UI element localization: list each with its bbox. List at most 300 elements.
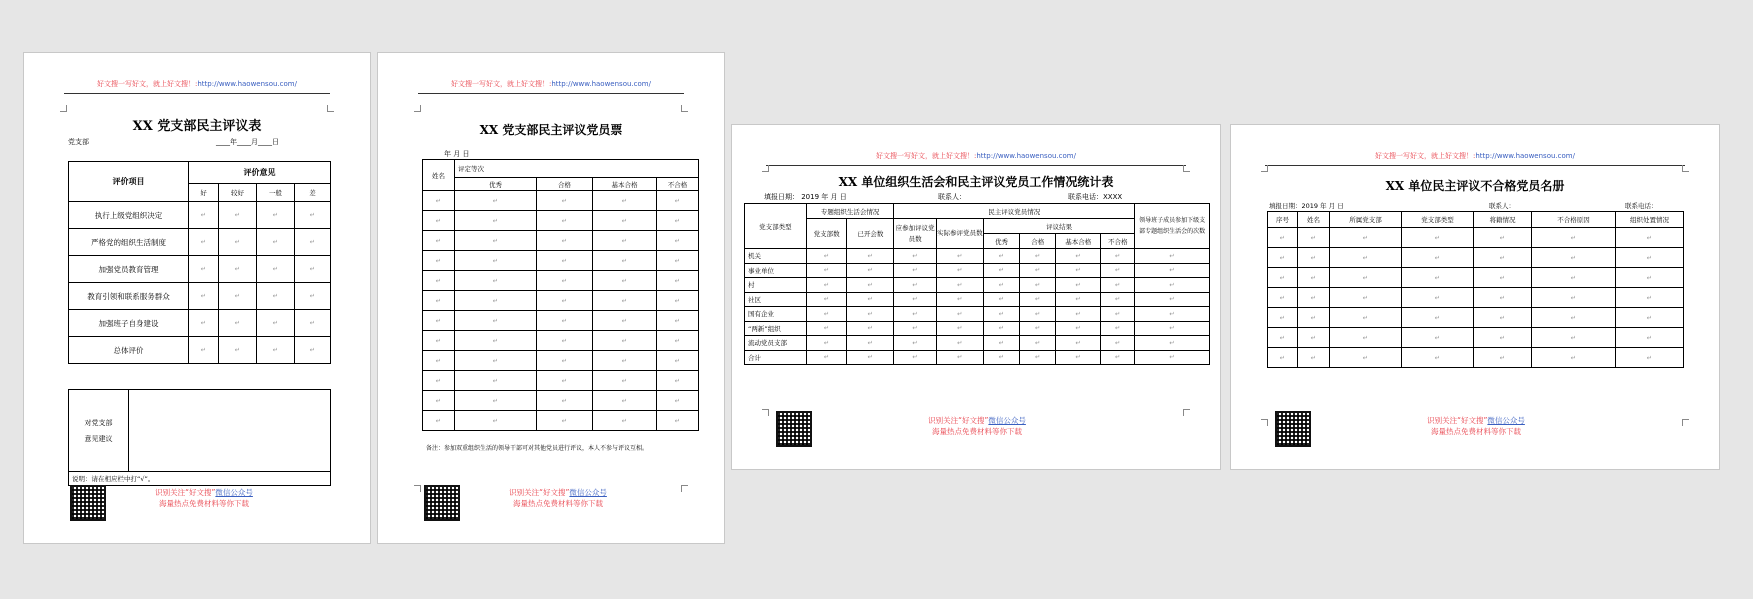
stat-cell[interactable]: ↵ [894, 249, 937, 264]
ballot-cell[interactable]: ↵ [593, 251, 657, 271]
roster-cell[interactable]: ↵ [1474, 348, 1532, 368]
margin-corner [1183, 165, 1190, 172]
stat-cell[interactable]: ↵ [1101, 249, 1135, 264]
ballot-cell[interactable]: ↵ [593, 351, 657, 371]
qr-code-image [70, 485, 106, 521]
header-url[interactable]: http://www.haowensou.com/ [976, 152, 1076, 160]
stat-cell[interactable]: ↵ [847, 321, 894, 336]
table-row [423, 331, 699, 351]
table-row [69, 256, 331, 283]
roster-cell[interactable]: ↵ [1616, 348, 1684, 368]
table-row [423, 251, 699, 271]
grade-cell[interactable]: ↵ [295, 337, 331, 364]
ballot-cell[interactable]: ↵ [593, 271, 657, 291]
stat-cell[interactable]: ↵ [1020, 292, 1056, 307]
ballot-cell[interactable]: ↵ [593, 291, 657, 311]
roster-cell[interactable]: ↵ [1402, 348, 1474, 368]
contact-label: 联系人： [1489, 202, 1515, 210]
roster-cell[interactable]: ↵ [1532, 288, 1616, 308]
ballot-cell[interactable]: ↵ [657, 251, 699, 271]
roster-cell[interactable]: ↵ [1532, 308, 1616, 328]
stat-cell[interactable]: ↵ [936, 278, 983, 293]
qr-code-image [776, 411, 812, 447]
header-slogan: 一写好文，就上好文搜！: [1396, 152, 1476, 160]
ballot-cell[interactable]: ↵ [537, 251, 593, 271]
roster-cell[interactable]: ↵ [1330, 268, 1402, 288]
ballot-cell[interactable]: ↵ [423, 351, 455, 371]
stat-cell[interactable]: ↵ [1135, 292, 1210, 307]
ballot-cell[interactable]: ↵ [537, 191, 593, 211]
stat-cell[interactable]: ↵ [1135, 278, 1210, 293]
ballot-cell[interactable]: ↵ [593, 231, 657, 251]
grade-cell[interactable]: ↵ [219, 310, 257, 337]
margin-corner [327, 105, 334, 112]
header-slogan: 一写好文，就上好文搜！: [472, 80, 552, 88]
roster-cell[interactable]: ↵ [1616, 268, 1684, 288]
grade-cell[interactable]: ↵ [189, 283, 219, 310]
ballot-cell[interactable]: ↵ [657, 331, 699, 351]
stat-cell[interactable]: ↵ [936, 263, 983, 278]
ballot-cell[interactable]: ↵ [657, 231, 699, 251]
table-note: 说明：请在相应栏中打“√”。 [69, 472, 331, 486]
grade-cell[interactable]: ↵ [219, 202, 257, 229]
roster-cell[interactable]: ↵ [1330, 288, 1402, 308]
grade-header: 基本合格 [593, 178, 657, 191]
stat-cell[interactable]: ↵ [983, 307, 1019, 322]
ballot-cell[interactable]: ↵ [537, 211, 593, 231]
grade-cell[interactable]: ↵ [257, 283, 295, 310]
stat-cell[interactable]: ↵ [1135, 350, 1210, 365]
header-slogan: 一写好文，就上好文搜！: [118, 80, 198, 88]
roster-cell[interactable]: ↵ [1532, 348, 1616, 368]
stat-cell[interactable]: ↵ [894, 350, 937, 365]
opinion-label-line1: 对党支部 [84, 418, 113, 427]
stat-cell[interactable]: ↵ [983, 292, 1019, 307]
grade-cell[interactable]: ↵ [257, 337, 295, 364]
ballot-cell[interactable]: ↵ [455, 191, 537, 211]
contact-label: 联系人： [938, 193, 966, 201]
roster-cell[interactable]: ↵ [1532, 228, 1616, 248]
roster-table [1267, 211, 1684, 368]
table-row [69, 229, 331, 256]
col-header: 序号 [1268, 212, 1298, 228]
stat-cell[interactable]: ↵ [1056, 249, 1101, 264]
ballot-cell[interactable]: ↵ [657, 271, 699, 291]
stat-cell[interactable]: ↵ [1020, 307, 1056, 322]
roster-cell[interactable]: ↵ [1616, 308, 1684, 328]
grade-cell[interactable]: ↵ [189, 337, 219, 364]
ballot-note: 备注：参加双重组织生活的领导干部可对其他党员进行评议，本人不参与评议互相。 [426, 445, 649, 452]
ballot-cell[interactable]: ↵ [593, 211, 657, 231]
row-label: 社区 [745, 292, 807, 307]
roster-cell[interactable]: ↵ [1268, 268, 1298, 288]
stat-cell[interactable]: ↵ [847, 278, 894, 293]
roster-cell[interactable]: ↵ [1298, 268, 1330, 288]
grade-cell[interactable]: ↵ [257, 310, 295, 337]
ballot-cell[interactable]: ↵ [537, 311, 593, 331]
grade-cell[interactable]: ↵ [219, 256, 257, 283]
stat-cell[interactable]: ↵ [1135, 321, 1210, 336]
grade-cell[interactable]: ↵ [257, 202, 295, 229]
stat-cell[interactable]: ↵ [1101, 350, 1135, 365]
stat-cell[interactable]: ↵ [983, 249, 1019, 264]
roster-cell[interactable]: ↵ [1298, 328, 1330, 348]
col-header: 党支部类型 [1402, 212, 1474, 228]
roster-cell[interactable]: ↵ [1474, 268, 1532, 288]
roster-cell[interactable]: ↵ [1268, 288, 1298, 308]
page-title: XX 党支部民主评议党员票 [479, 123, 623, 137]
margin-corner [60, 105, 67, 112]
roster-cell[interactable]: ↵ [1268, 308, 1298, 328]
grade-cell[interactable]: ↵ [189, 229, 219, 256]
stat-cell[interactable]: ↵ [1020, 321, 1056, 336]
ballot-cell[interactable]: ↵ [423, 231, 455, 251]
col-header-review: 民主评议党员情况 [894, 204, 1135, 219]
ballot-cell[interactable]: ↵ [423, 311, 455, 331]
roster-cell[interactable]: ↵ [1268, 248, 1298, 268]
margin-corner [1261, 165, 1268, 172]
ballot-cell[interactable]: ↵ [455, 211, 537, 231]
roster-cell[interactable]: ↵ [1474, 228, 1532, 248]
stat-cell[interactable]: ↵ [1020, 350, 1056, 365]
footer-text [124, 487, 284, 509]
roster-cell[interactable]: ↵ [1268, 348, 1298, 368]
ballot-cell[interactable]: ↵ [455, 331, 537, 351]
stat-cell[interactable]: ↵ [847, 336, 894, 351]
stat-cell[interactable]: ↵ [1056, 278, 1101, 293]
document-page-3 [731, 124, 1221, 470]
stat-cell[interactable]: ↵ [1135, 249, 1210, 264]
ballot-cell[interactable]: ↵ [657, 291, 699, 311]
roster-cell[interactable]: ↵ [1402, 308, 1474, 328]
footer-wechat-link[interactable]: 微信公众号 [215, 488, 253, 497]
margin-corner [762, 165, 769, 172]
ballot-cell[interactable]: ↵ [423, 331, 455, 351]
qr-code-image [424, 485, 460, 521]
grade-cell[interactable]: ↵ [189, 202, 219, 229]
ballot-cell[interactable]: ↵ [455, 271, 537, 291]
col-header-leader: 领导班子成员参加下级支部专题组织生活会的次数 [1135, 204, 1210, 249]
table-row [423, 211, 699, 231]
header-url[interactable]: http://www.haowensou.com/ [551, 80, 651, 88]
stat-cell[interactable]: ↵ [847, 350, 894, 365]
stat-cell[interactable]: ↵ [983, 350, 1019, 365]
row-label: 机关 [745, 249, 807, 264]
stat-cell[interactable]: ↵ [806, 278, 847, 293]
roster-cell[interactable]: ↵ [1474, 288, 1532, 308]
row-label: “两新”组织 [745, 321, 807, 336]
stat-cell[interactable]: ↵ [1020, 278, 1056, 293]
col-header-item: 评价项目 [69, 162, 189, 202]
grade-header: 较好 [219, 184, 257, 202]
stat-cell[interactable]: ↵ [806, 350, 847, 365]
ballot-cell[interactable]: ↵ [657, 391, 699, 411]
margin-corner [1261, 419, 1268, 426]
ballot-cell[interactable]: ↵ [593, 191, 657, 211]
row-label: 合计 [745, 350, 807, 365]
grade-cell[interactable]: ↵ [295, 310, 331, 337]
roster-cell[interactable]: ↵ [1532, 328, 1616, 348]
stat-cell[interactable]: ↵ [1101, 336, 1135, 351]
stat-cell[interactable]: ↵ [983, 321, 1019, 336]
roster-cell[interactable]: ↵ [1298, 248, 1330, 268]
stat-cell[interactable]: ↵ [1101, 263, 1135, 278]
footer-line2: 海量热点免费材料等你下载 [932, 427, 1022, 436]
roster-cell[interactable]: ↵ [1402, 248, 1474, 268]
stat-cell[interactable]: ↵ [936, 292, 983, 307]
ballot-cell[interactable]: ↵ [657, 411, 699, 431]
ballot-cell[interactable]: ↵ [455, 231, 537, 251]
roster-cell[interactable]: ↵ [1330, 348, 1402, 368]
header-brand: 好文搜 [1375, 152, 1397, 160]
grade-cell[interactable]: ↵ [189, 310, 219, 337]
ballot-cell[interactable]: ↵ [593, 411, 657, 431]
ballot-cell[interactable]: ↵ [455, 311, 537, 331]
table-row [745, 336, 1210, 351]
grade-cell[interactable]: ↵ [295, 256, 331, 283]
opinion-input-cell[interactable] [129, 390, 331, 472]
ballot-cell[interactable]: ↵ [537, 411, 593, 431]
margin-corner [1682, 419, 1689, 426]
page-header [24, 79, 370, 89]
grade-header: 一般 [257, 184, 295, 202]
table-row [423, 411, 699, 431]
roster-cell[interactable]: ↵ [1330, 248, 1402, 268]
ballot-cell[interactable]: ↵ [423, 411, 455, 431]
ballot-cell[interactable]: ↵ [537, 291, 593, 311]
col-header: 不合格原因 [1532, 212, 1616, 228]
header-brand: 好文搜 [97, 80, 119, 88]
grade-cell[interactable]: ↵ [219, 283, 257, 310]
stat-cell[interactable]: ↵ [1101, 307, 1135, 322]
roster-cell[interactable]: ↵ [1616, 228, 1684, 248]
evaluation-item: 加强班子自身建设 [69, 310, 189, 337]
header-url[interactable]: http://www.haowensou.com/ [197, 80, 297, 88]
fill-date: 填报日期：2019 年 月 日 [1269, 202, 1344, 210]
margin-corner [1682, 165, 1689, 172]
grade-cell[interactable]: ↵ [189, 256, 219, 283]
stat-cell[interactable]: ↵ [936, 321, 983, 336]
table-row [1268, 228, 1684, 248]
qr-code-image [1275, 411, 1311, 447]
ballot-cell[interactable]: ↵ [593, 391, 657, 411]
page-title: XX 单位民主评议不合格党员名册 [1385, 179, 1565, 193]
stat-cell[interactable]: ↵ [1101, 321, 1135, 336]
ballot-cell[interactable]: ↵ [537, 231, 593, 251]
stat-cell[interactable]: ↵ [936, 350, 983, 365]
roster-cell[interactable]: ↵ [1616, 248, 1684, 268]
stat-cell[interactable]: ↵ [1020, 336, 1056, 351]
ballot-cell[interactable]: ↵ [455, 251, 537, 271]
stat-cell[interactable]: ↵ [847, 307, 894, 322]
roster-cell[interactable]: ↵ [1616, 328, 1684, 348]
roster-cell[interactable]: ↵ [1474, 248, 1532, 268]
ballot-cell[interactable]: ↵ [537, 271, 593, 291]
roster-cell[interactable]: ↵ [1616, 288, 1684, 308]
stat-cell[interactable]: ↵ [983, 278, 1019, 293]
ballot-cell[interactable]: ↵ [657, 351, 699, 371]
evaluation-item: 加强党员教育管理 [69, 256, 189, 283]
footer-text [882, 415, 1072, 437]
header-rule [1265, 165, 1685, 166]
ballot-cell[interactable]: ↵ [423, 211, 455, 231]
stat-cell[interactable]: ↵ [1101, 292, 1135, 307]
stat-cell[interactable]: ↵ [1135, 263, 1210, 278]
ballot-cell[interactable]: ↵ [593, 371, 657, 391]
table-row [745, 249, 1210, 264]
stat-cell[interactable]: ↵ [1135, 307, 1210, 322]
grade-cell[interactable]: ↵ [295, 202, 331, 229]
stat-cell[interactable]: ↵ [1020, 249, 1056, 264]
ballot-cell[interactable]: ↵ [657, 211, 699, 231]
statistics-table [744, 203, 1210, 365]
ballot-cell[interactable]: ↵ [657, 191, 699, 211]
ballot-cell[interactable]: ↵ [423, 391, 455, 411]
table-row [745, 307, 1210, 322]
roster-cell[interactable]: ↵ [1330, 308, 1402, 328]
ballot-cell[interactable]: ↵ [423, 271, 455, 291]
ballot-cell[interactable]: ↵ [423, 291, 455, 311]
ballot-cell[interactable]: ↵ [537, 351, 593, 371]
roster-cell[interactable]: ↵ [1474, 328, 1532, 348]
ballot-cell[interactable]: ↵ [423, 191, 455, 211]
stat-cell[interactable]: ↵ [1135, 336, 1210, 351]
ballot-cell[interactable]: ↵ [537, 371, 593, 391]
page-header [732, 151, 1220, 161]
stat-cell[interactable]: ↵ [1020, 263, 1056, 278]
footer-wechat-link[interactable]: 微信公众号 [569, 488, 607, 497]
grade-cell[interactable]: ↵ [257, 229, 295, 256]
table-row [69, 202, 331, 229]
stat-cell[interactable]: ↵ [894, 278, 937, 293]
page-title: XX 单位组织生活会和民主评议党员工作情况统计表 [838, 175, 1114, 189]
roster-cell[interactable]: ↵ [1298, 228, 1330, 248]
table-row [69, 337, 331, 364]
stat-cell[interactable]: ↵ [847, 249, 894, 264]
margin-corner [414, 105, 421, 112]
table-row [1268, 248, 1684, 268]
stat-cell[interactable]: ↵ [894, 307, 937, 322]
stat-cell[interactable]: ↵ [936, 336, 983, 351]
roster-cell[interactable]: ↵ [1402, 288, 1474, 308]
grade-cell[interactable]: ↵ [219, 337, 257, 364]
roster-cell[interactable]: ↵ [1298, 348, 1330, 368]
grade-cell[interactable]: ↵ [219, 229, 257, 256]
ballot-cell[interactable]: ↵ [537, 331, 593, 351]
fill-date: 填报日期： 2019 年 月 日 [764, 193, 847, 201]
stat-cell[interactable]: ↵ [894, 292, 937, 307]
roster-cell[interactable]: ↵ [1330, 328, 1402, 348]
stat-cell[interactable]: ↵ [1056, 321, 1101, 336]
stat-cell[interactable]: ↵ [983, 336, 1019, 351]
row-label: 国有企业 [745, 307, 807, 322]
stat-cell[interactable]: ↵ [936, 249, 983, 264]
stat-cell[interactable]: ↵ [1056, 336, 1101, 351]
roster-cell[interactable]: ↵ [1330, 228, 1402, 248]
ballot-cell[interactable]: ↵ [455, 411, 537, 431]
col-header-meeting: 专题组织生活会情况 [806, 204, 893, 219]
stat-cell[interactable]: ↵ [806, 263, 847, 278]
evaluation-item: 总体评价 [69, 337, 189, 364]
header-url[interactable]: http://www.haowensou.com/ [1475, 152, 1575, 160]
footer-wechat-link[interactable]: 微信公众号 [1487, 416, 1525, 425]
ballot-cell[interactable]: ↵ [455, 371, 537, 391]
stat-cell[interactable]: ↵ [806, 307, 847, 322]
roster-cell[interactable]: ↵ [1298, 288, 1330, 308]
roster-cell[interactable]: ↵ [1268, 228, 1298, 248]
grade-cell[interactable]: ↵ [257, 256, 295, 283]
ballot-cell[interactable]: ↵ [423, 371, 455, 391]
ballot-cell[interactable]: ↵ [423, 251, 455, 271]
table-row [423, 391, 699, 411]
roster-cell[interactable]: ↵ [1532, 268, 1616, 288]
col-header-branch-count: 党支部数 [806, 219, 847, 249]
table-row [69, 310, 331, 337]
stat-cell[interactable]: ↵ [1101, 278, 1135, 293]
row-label: 村 [745, 278, 807, 293]
stat-cell[interactable]: ↵ [847, 292, 894, 307]
roster-cell[interactable]: ↵ [1402, 328, 1474, 348]
col-header-name: 姓名 [423, 160, 455, 191]
stat-cell[interactable]: ↵ [1056, 307, 1101, 322]
table-row [423, 371, 699, 391]
ballot-cell[interactable]: ↵ [455, 391, 537, 411]
ballot-cell[interactable]: ↵ [593, 331, 657, 351]
col-header: 姓名 [1298, 212, 1330, 228]
ballot-cell[interactable]: ↵ [537, 391, 593, 411]
ballot-cell[interactable]: ↵ [455, 351, 537, 371]
footer-text [478, 487, 638, 509]
roster-cell[interactable]: ↵ [1298, 308, 1330, 328]
stat-cell[interactable]: ↵ [806, 321, 847, 336]
grade-header: 好 [189, 184, 219, 202]
roster-cell[interactable]: ↵ [1402, 228, 1474, 248]
stat-cell[interactable]: ↵ [806, 336, 847, 351]
stat-cell[interactable]: ↵ [1056, 263, 1101, 278]
roster-cell[interactable]: ↵ [1402, 268, 1474, 288]
opinion-label-line2: 意见建议 [84, 434, 113, 443]
document-page-4 [1230, 124, 1720, 470]
grade-cell[interactable]: ↵ [295, 283, 331, 310]
ballot-table [422, 159, 699, 431]
stat-cell[interactable]: ↵ [894, 263, 937, 278]
table-row [423, 191, 699, 211]
stat-cell[interactable]: ↵ [983, 263, 1019, 278]
page-title: XX 党支部民主评议表 [132, 119, 262, 134]
stat-cell[interactable]: ↵ [847, 263, 894, 278]
roster-cell[interactable]: ↵ [1474, 308, 1532, 328]
row-label: 事业单位 [745, 263, 807, 278]
ballot-cell[interactable]: ↵ [657, 311, 699, 331]
footer-wechat-link[interactable]: 微信公众号 [988, 416, 1026, 425]
branch-label: 党支部 [68, 138, 89, 146]
grade-cell[interactable]: ↵ [295, 229, 331, 256]
stat-cell[interactable]: ↵ [894, 321, 937, 336]
stat-cell[interactable]: ↵ [1056, 350, 1101, 365]
stat-cell[interactable]: ↵ [936, 307, 983, 322]
col-header: 将籍情况 [1474, 212, 1532, 228]
roster-cell[interactable]: ↵ [1532, 248, 1616, 268]
ballot-cell[interactable]: ↵ [455, 291, 537, 311]
stat-cell[interactable]: ↵ [894, 336, 937, 351]
table-row [423, 311, 699, 331]
ballot-cell[interactable]: ↵ [593, 311, 657, 331]
stat-cell[interactable]: ↵ [806, 249, 847, 264]
roster-cell[interactable]: ↵ [1268, 328, 1298, 348]
stat-cell[interactable]: ↵ [806, 292, 847, 307]
ballot-cell[interactable]: ↵ [657, 371, 699, 391]
stat-cell[interactable]: ↵ [1056, 292, 1101, 307]
